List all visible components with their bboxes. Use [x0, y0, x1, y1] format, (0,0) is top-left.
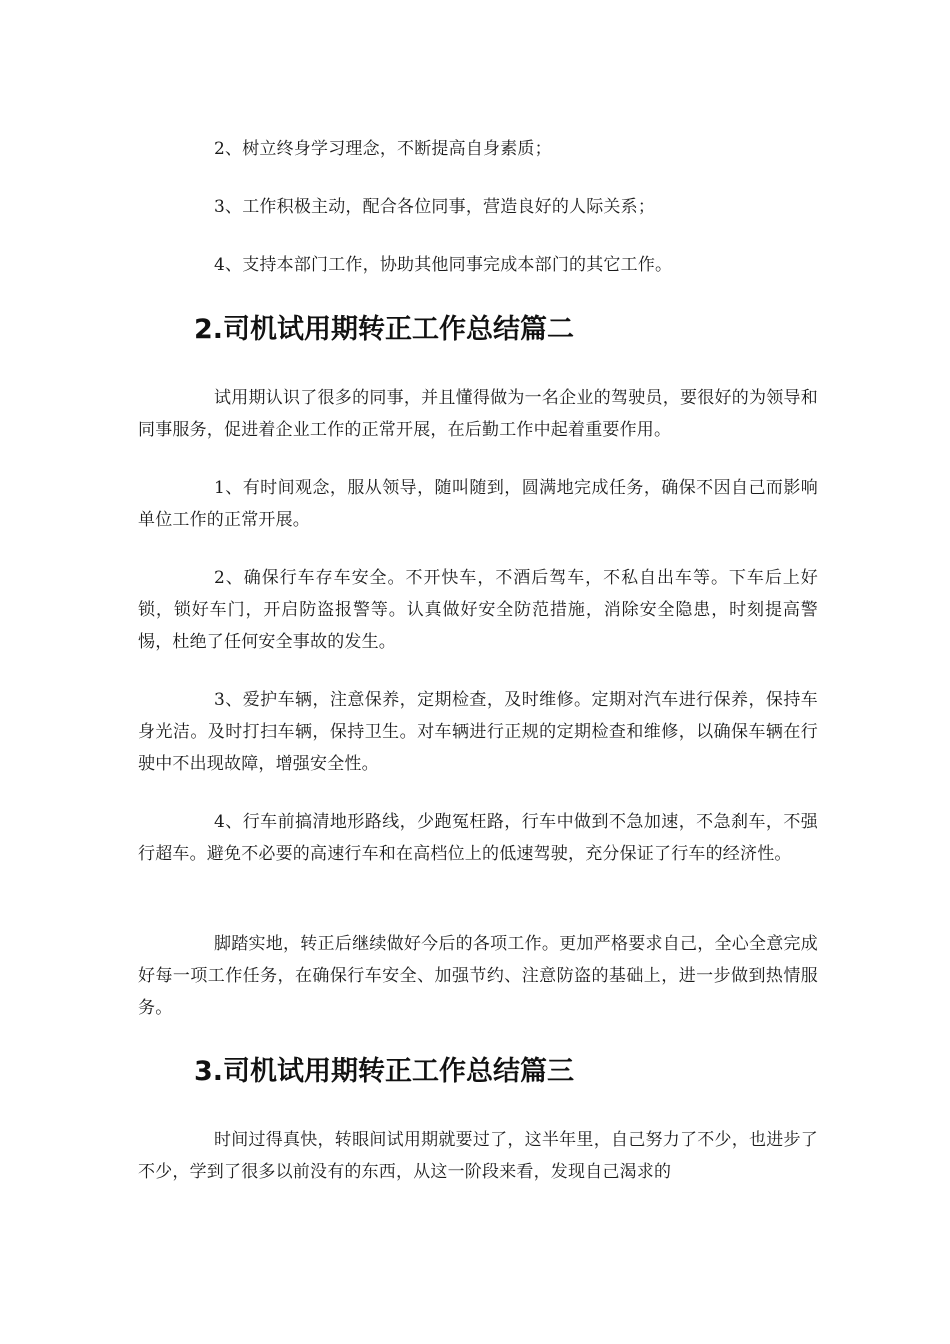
- paragraph: 1、有时间观念，服从领导，随叫随到，圆满地完成任务，确保不因自己而影响单位工作的正常开展。: [138, 478, 818, 530]
- list-item: 2、树立终身学习理念，不断提高自身素质；: [214, 139, 552, 159]
- paragraph: 2、确保行车存车安全。不开快车，不酒后驾车，不私自出车等。下车后上好锁，锁好车门，开启防盗报警等。认真做好安全防范措施，消除安全隐患，时刻提高警惕，杜绝了任何安全事故的发生。: [138, 568, 818, 652]
- section-heading-3: 3.司机试用期转正工作总结篇三: [194, 1056, 575, 1087]
- paragraph: 脚踏实地，转正后继续做好今后的各项工作。更加严格要求自己，全心全意完成好每一项工作任务，在确保行车安全、加强节约、注意防盗的基础上，进一步做到热情服务。: [138, 934, 818, 1018]
- section-heading-2: 2.司机试用期转正工作总结篇二: [194, 314, 575, 345]
- paragraph: 试用期认识了很多的同事，并且懂得做为一名企业的驾驶员，要很好的为领导和同事服务，促进着企业工作的正常开展，在后勤工作中起着重要作用。: [138, 388, 818, 440]
- paragraph: 时间过得真快，转眼间试用期就要过了，这半年里，自己努力了不少，也进步了不少，学到了很多以前没有的东西，从这一阶段来看，发现自己渴求的: [138, 1130, 818, 1182]
- paragraph: 4、行车前搞清地形路线，少跑冤枉路，行车中做到不急加速，不急刹车，不强行超车。避免不必要的高速行车和在高档位上的低速驾驶，充分保证了行车的经济性。: [138, 812, 818, 864]
- paragraph: 3、爱护车辆，注意保养，定期检查，及时维修。定期对汽车进行保养，保持车身光洁。及时打扫车辆，保持卫生。对车辆进行正规的定期检查和维修，以确保车辆在行驶中不出现故障，增强安全性。: [138, 690, 818, 774]
- list-item: 4、支持本部门工作，协助其他同事完成本部门的其它工作。: [214, 255, 673, 275]
- list-item: 3、工作积极主动，配合各位同事，营造良好的人际关系；: [214, 197, 656, 217]
